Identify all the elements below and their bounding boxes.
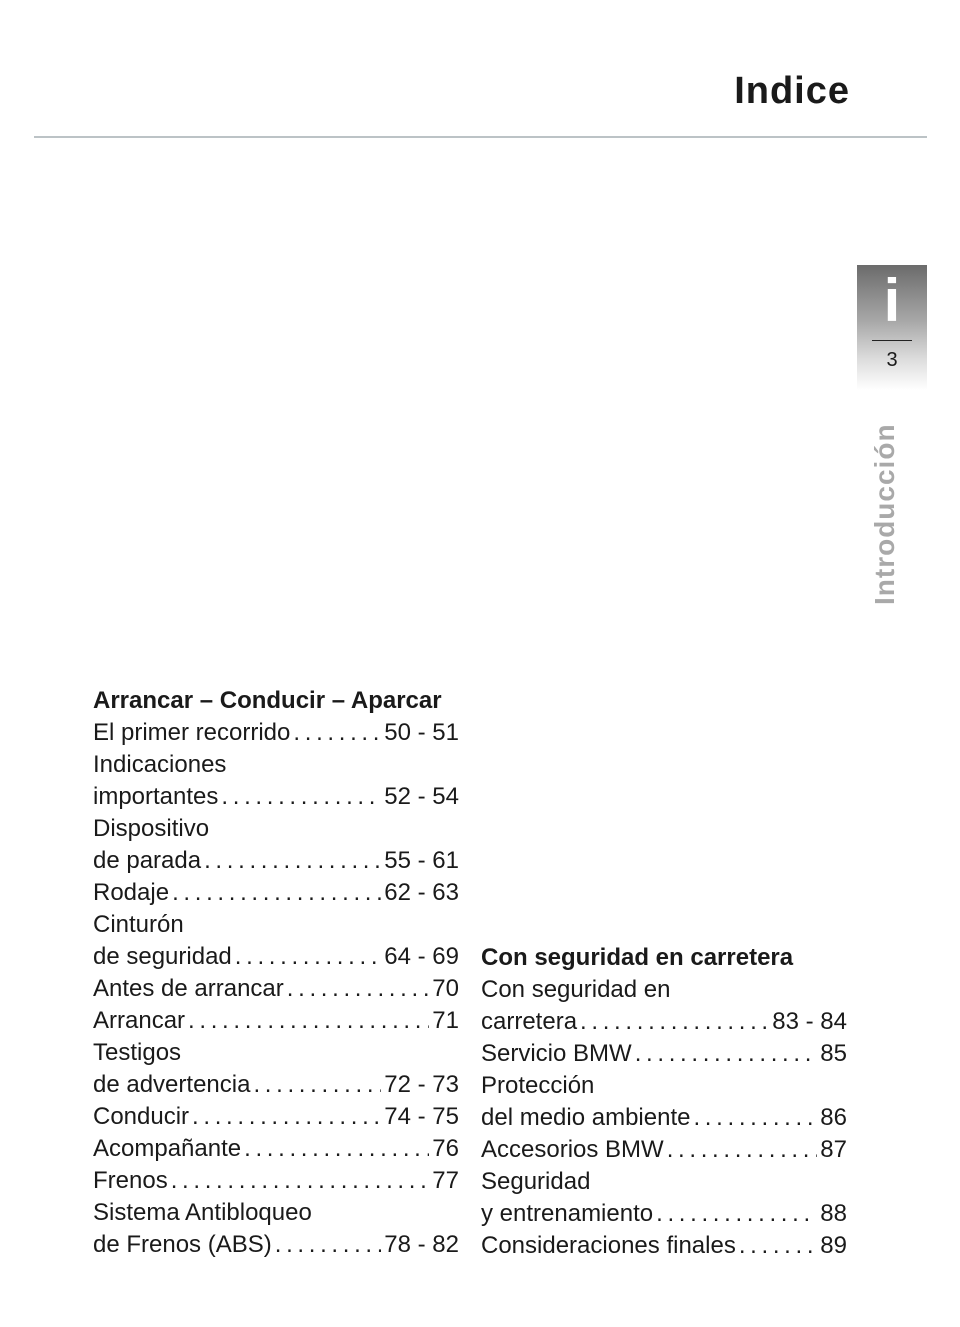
dot-leader xyxy=(204,845,381,877)
toc-entry-lead: Testigos xyxy=(93,1039,182,1066)
toc-entry[interactable] xyxy=(93,717,459,749)
toc-entry-lead: Cinturón xyxy=(93,911,184,938)
dot-leader xyxy=(739,1230,817,1262)
dot-leader xyxy=(188,1005,429,1037)
toc-entry[interactable] xyxy=(93,877,459,909)
toc-entry-label: de seguridad xyxy=(93,943,232,970)
toc-entry-lead: Protección xyxy=(481,1072,595,1099)
toc-entry[interactable] xyxy=(481,1134,847,1166)
toc-entry-pages: 55 - 61 xyxy=(384,847,459,874)
toc-entry-pages: 87 xyxy=(820,1136,847,1163)
toc-entry-pages: 83 - 84 xyxy=(772,1008,847,1035)
dot-leader xyxy=(667,1134,818,1166)
section-heading: Con seguridad en carretera xyxy=(481,944,794,971)
toc-entry[interactable] xyxy=(93,1165,459,1197)
toc-entry-label: Arrancar xyxy=(93,1007,186,1034)
section-heading: Arrancar – Conducir – Aparcar xyxy=(93,687,442,714)
toc-entry[interactable] xyxy=(93,813,459,877)
toc-entry-pages: 74 - 75 xyxy=(384,1103,459,1130)
dot-leader xyxy=(293,717,381,749)
toc-entry-pages: 78 - 82 xyxy=(384,1231,459,1258)
toc-entry-label: Frenos xyxy=(93,1167,168,1194)
dot-leader xyxy=(244,1133,429,1165)
toc-entry[interactable] xyxy=(93,1037,459,1101)
toc-entry-pages: 50 - 51 xyxy=(384,719,459,746)
toc-entry-pages: 64 - 69 xyxy=(384,943,459,970)
toc-entry[interactable] xyxy=(93,1197,459,1261)
toc-entry-pages: 89 xyxy=(820,1232,847,1259)
toc-entry[interactable] xyxy=(481,974,847,1038)
toc-entry[interactable] xyxy=(93,749,459,813)
toc-entry-lead: Indicaciones xyxy=(93,751,227,778)
toc-entry[interactable] xyxy=(481,1230,847,1262)
toc-entry-label: importantes xyxy=(93,783,219,810)
toc-entry[interactable] xyxy=(93,973,459,1005)
toc-entry-lead: Seguridad xyxy=(481,1168,591,1195)
toc-entry-pages: 88 xyxy=(820,1200,847,1227)
toc-entry-label: Acompañante xyxy=(93,1135,242,1162)
toc-section-left xyxy=(93,685,459,1261)
info-icon: i xyxy=(883,267,901,334)
toc-entry-label: de Frenos (ABS) xyxy=(93,1231,272,1258)
dot-leader xyxy=(171,1165,430,1197)
toc-entry-label: de advertencia xyxy=(93,1071,251,1098)
dot-leader xyxy=(221,781,381,813)
toc-entry-pages: 70 xyxy=(432,975,459,1002)
toc-entry-label: Rodaje xyxy=(93,879,170,906)
dot-leader xyxy=(253,1069,381,1101)
toc-entry-lead: Sistema Antibloqueo xyxy=(93,1199,312,1226)
dot-leader xyxy=(635,1038,818,1070)
toc-entry-pages: 62 - 63 xyxy=(384,879,459,906)
toc-entry-pages: 71 xyxy=(432,1007,459,1034)
toc-entry-pages: 72 - 73 xyxy=(384,1071,459,1098)
page-title: Indice xyxy=(734,70,850,112)
header-divider xyxy=(34,136,927,138)
toc-entry[interactable] xyxy=(93,1101,459,1133)
dot-leader xyxy=(172,877,381,909)
toc-entry[interactable] xyxy=(93,909,459,973)
toc-entry-label: y entrenamiento xyxy=(481,1200,654,1227)
chapter-label: Introducción xyxy=(869,423,900,605)
toc-entry-label: Accesorios BMW xyxy=(481,1136,664,1163)
dot-leader xyxy=(235,941,382,973)
dot-leader xyxy=(287,973,430,1005)
toc-entry-label: Conducir xyxy=(93,1103,190,1130)
toc-entry-label: El primer recorrido xyxy=(93,719,291,746)
toc-entry-pages: 76 xyxy=(432,1135,459,1162)
toc-entry[interactable] xyxy=(93,1133,459,1165)
toc-section-right xyxy=(481,942,847,1262)
toc-entry-label: Antes de arrancar xyxy=(93,975,284,1002)
toc-entry[interactable] xyxy=(93,1005,459,1037)
toc-entry-label: carretera xyxy=(481,1008,578,1035)
toc-entry-pages: 85 xyxy=(820,1040,847,1067)
dot-leader xyxy=(693,1102,817,1134)
toc-entry-pages: 86 xyxy=(820,1104,847,1131)
dot-leader xyxy=(656,1198,817,1230)
chapter-tab xyxy=(857,265,927,390)
tab-divider xyxy=(872,340,912,341)
dot-leader xyxy=(275,1229,382,1261)
toc-entry-pages: 77 xyxy=(432,1167,459,1194)
page-number: 3 xyxy=(886,349,898,371)
toc-entry-label: Servicio BMW xyxy=(481,1040,632,1067)
toc-entry-label: Consideraciones finales xyxy=(481,1232,736,1259)
toc-entry-lead: Con seguridad en xyxy=(481,976,671,1003)
dot-leader xyxy=(192,1101,381,1133)
toc-entry-label: de parada xyxy=(93,847,202,874)
toc-entry-label: del medio ambiente xyxy=(481,1104,691,1131)
toc-entry[interactable] xyxy=(481,1070,847,1134)
toc-entry-lead: Dispositivo xyxy=(93,815,210,842)
toc-entry-pages: 52 - 54 xyxy=(384,783,459,810)
toc-entry[interactable] xyxy=(481,1038,847,1070)
toc-entry[interactable] xyxy=(481,1166,847,1230)
dot-leader xyxy=(580,1006,769,1038)
